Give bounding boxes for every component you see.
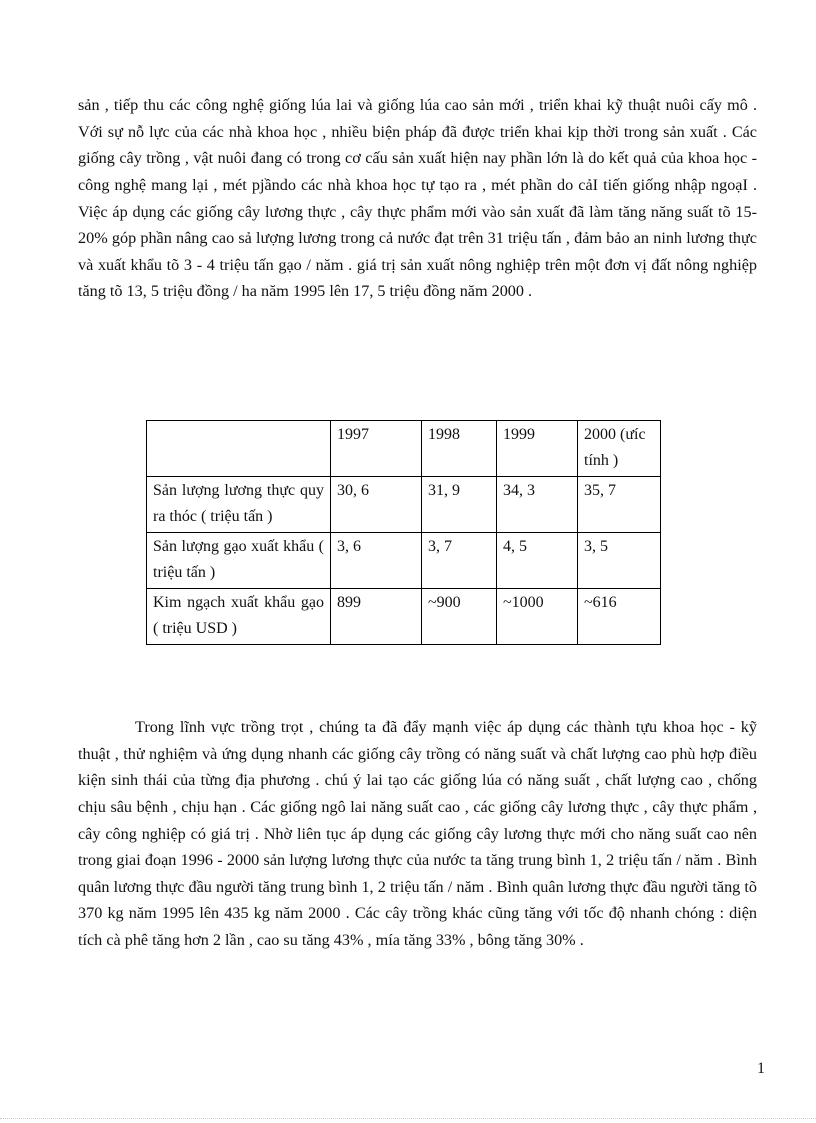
table-row xyxy=(147,477,661,533)
table-cell: 34, 3 xyxy=(497,477,578,533)
paragraph-intro: sản , tiếp thu các công nghệ giống lúa lai và giống lúa cao sản mới , triển khai kỹ thuật nuôi cấy mô . Với sự nỗ lực của các nhà khoa học , nhiều biện pháp đã được triển khai kịp thời trong sản xuất . Các giống cây trồng , vật nuôi đang có trong cơ cấu sản xuất hiện nay phần lớn là do kết quả của khoa học - công nghệ mang lại , mét pjầndo các nhà khoa học tự tạo ra , mét phần do cảI tiến giống nhập ngoạI . Việc áp dụng các giống cây lương thực , cây thực phẩm mới vào sản xuất đã làm tăng năng suất tõ 15-20% góp phần nâng cao sả lượng lương trong cả nước đạt trên 31 triệu tấn , đảm bảo an ninh lương thực và xuất khẩu tõ 3 - 4 triệu tấn gạo / năm . giá trị sản xuất nông nghiệp trên một đơn vị đất nông nghiệp tăng tõ 13, 5 triệu đồng / ha năm 1995 lên 17, 5 triệu đồng năm 2000 . xyxy=(78,96,757,301)
table-cell: 3, 5 xyxy=(578,533,661,589)
row-label: Sản lượng gạo xuất khẩu ( triệu tấn ) xyxy=(147,533,331,589)
table-cell: 35, 7 xyxy=(578,477,661,533)
table-header-cell: 1999 xyxy=(497,421,578,477)
row-label: Sản lượng lương thực quy ra thóc ( triệu tấn ) xyxy=(147,477,331,533)
page-bottom-divider xyxy=(0,1118,816,1119)
table-cell: 899 xyxy=(331,589,422,645)
table-row xyxy=(147,533,661,589)
table-header-cell: 2000 (ưíc tính ) xyxy=(578,421,661,477)
table-header-cell: 1997 xyxy=(331,421,422,477)
table-cell: 31, 9 xyxy=(422,477,497,533)
table-header-row xyxy=(147,421,661,477)
table-cell: ~900 xyxy=(422,589,497,645)
table-cell: 30, 6 xyxy=(331,477,422,533)
table-row xyxy=(147,589,661,645)
table-cell: 3, 6 xyxy=(331,533,422,589)
table-cell: 3, 7 xyxy=(422,533,497,589)
row-label: Kim ngạch xuất khẩu gạo ( triệu USD ) xyxy=(147,589,331,645)
table-cell: ~616 xyxy=(578,589,661,645)
page-number: 1 xyxy=(757,1060,765,1077)
table-cell: ~1000 xyxy=(497,589,578,645)
table-header-cell: 1998 xyxy=(422,421,497,477)
table-header-cell xyxy=(147,421,331,477)
table-cell: 4, 5 xyxy=(497,533,578,589)
production-table xyxy=(146,420,661,645)
paragraph-cultivation: Trong lĩnh vực trồng trọt , chúng ta đã đẩy mạnh việc áp dụng các thành tựu khoa học - kỹ thuật , thử nghiệm và ứng dụng nhanh các giống cây trồng có năng suất và chất lượng cao phù hợp điều kiện sinh thái của từng địa phương . chú ý lai tạo các giống lúa có năng suất , chất lượng cao , chống chịu sâu bệnh , chịu hạn . Các giống ngô lai năng suất cao , các giống cây lương thực , cây thực phẩm , cây công nghiệp có giá trị . Nhờ liên tục áp dụng các giống cây lương thực mới cho năng suất cao nên trong giai đoạn 1996 - 2000 sản lượng lương thực của nước ta tăng trung bình 1, 2 triệu tấn / năm . Bình quân lương thực đầu người tăng trung bình 1, 2 triệu tấn / năm . Bình quân lương thực đầu người tăng tõ 370 kg năm 1995 lên 435 kg năm 2000 . Các cây trồng khác cũng tăng với tốc độ nhanh chóng : diện tích cà phê tăng hơn 2 lần , cao su tăng 43% , mía tăng 33% , bông tăng 30% . xyxy=(78,718,757,949)
